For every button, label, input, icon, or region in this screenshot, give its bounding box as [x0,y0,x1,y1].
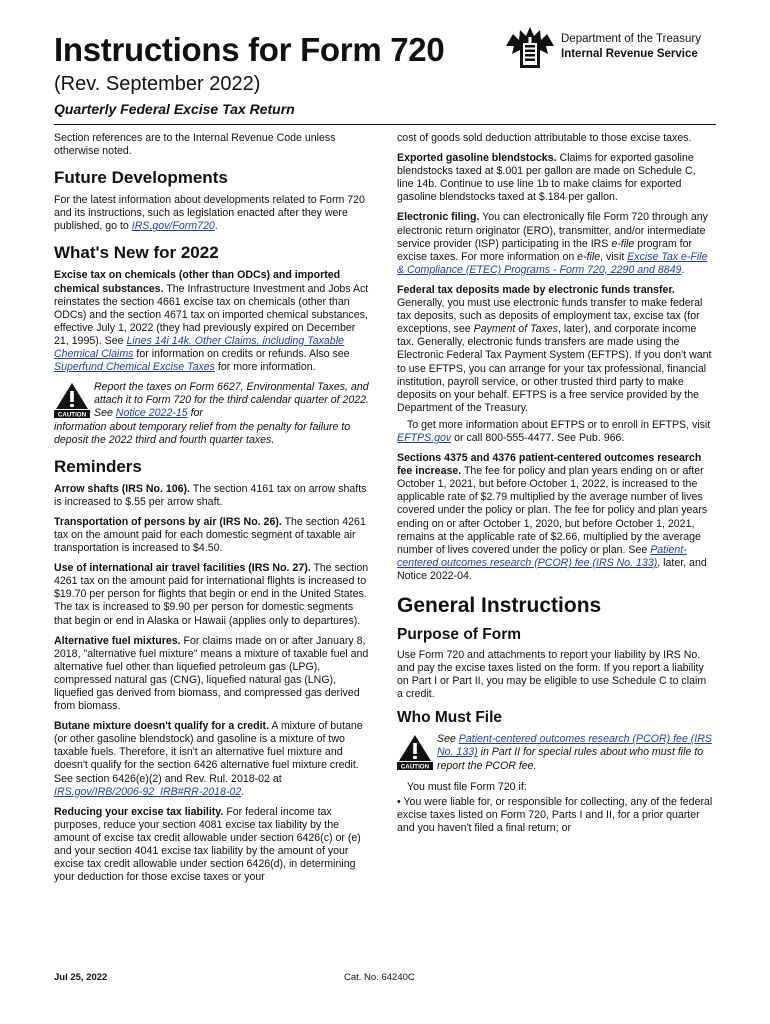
right-column [397,132,714,842]
catalog-number: Cat. No. 64240C [344,972,415,983]
left-column [54,132,371,891]
caution-icon [397,734,433,770]
reminders-heading: Reminders [54,456,142,476]
arrow-text: The section 4161 tax on arrow shafts is increased to $.55 per arrow shaft. [54,482,367,508]
butane-runin: Butane mixture doesn't qualify for a credit. [54,720,270,733]
reducing-text: For federal income tax purposes, reduce your section 4081 excise tax liability by the amount of excise tax credit allowable under section 6426(c) or (e) and your section 4041 excise tax liability by the amount of your excise tax credit allowable under section 6426(d), in determining your deduction for those excise taxes or your [54,805,361,884]
efile-italic2: e-file [577,250,601,263]
pcor-text: The fee for policy and plan years ending on or after October 1, 2021, but before October 1, 2022, is increased to the applicable rate of $2.79 multiplied by the average number of lives covered under the policy or plan. The fee for policy and plan years ending on or after October 1, 2020, but before October 1, 2021, remains at the applicable rate of $2.66, multiplied by the average number of lives covered under the policy or plan. See [397,465,708,556]
taxable-chemical-claims-link[interactable]: Lines 14i 14k. Other Claims, including Taxable Chemical Claims [54,334,344,361]
pcor-text2: , later, and Notice 2022-04. [397,556,707,582]
caution2-text2: in Part II for special rules about who must file to report the PCOR fee. [437,746,704,772]
caution-note [54,381,371,420]
whats-new-heading: What's New for 2022 [54,243,219,263]
reducing-runin: Reducing your excise tax liability. [54,805,224,818]
efile-text2: program for excise taxes. For more information on [397,237,692,263]
pcor-runin: Sections 4375 and 4376 patient-centered outcomes research fee increase. [397,452,702,478]
must-file-bullet-1 [397,796,714,835]
efile-text: You can electronically file Form 720 through any electronic return originator (ERO), transmitter, and/or intermediate service provider (ISP) participating in the IRS [397,211,708,250]
caution-text2: for [187,407,203,420]
altfuel-runin: Alternative fuel mixtures. [54,634,181,647]
efile-end: . [681,263,685,276]
chemicals-text: The Infrastructure Investment and Jobs Act reinstates the section 4661 excise tax on chemicals (other than ODCs) and the section 4671 tax on imported chemical substances, effective July 1, 2022 (they had previously expired on December 21, 1995). See [54,282,369,347]
future-developments-heading: Future Developments [54,168,228,188]
alternative-fuel-paragraph [54,635,371,714]
caution-note-pcor [397,733,714,772]
eftps-paragraph [397,419,714,445]
eftps-text2: or call 800-555-4477. See Pub. 966. [451,431,625,444]
arrow-shafts-paragraph [54,483,371,509]
agency-service: Internal Revenue Service [561,48,698,60]
caution-continuation: information about temporary relief from the penalty for failure to deposit the 2022 third and fourth quarter taxes. [54,420,351,446]
efile-italic: e-file [611,237,635,250]
agency-name [561,32,701,62]
butane-text: A mixture of butane (or other gasoline blendstock) and gasoline is a mixture of two taxable fuels. Therefore, it isn't an alternative fuel mixture and doesn't qualify for the section 6426 alternative fuel mixture credit. See section 6426(e)(2) and Rev. Rul. 2018-02 at [54,720,363,785]
intl-text: The section 4261 tax on the amount paid for international flights is increased to $19.70 per person for flights that begin or end in the United States. The tax is increased to $9.90 per person for domestic segments that begin or end in Alaska or Hawaii (applies only to departures). [54,562,369,627]
page-title: Instructions for Form 720 [54,31,445,68]
revision-date: (Rev. September 2022) [54,73,261,95]
arrow-runin: Arrow shafts (IRS No. 106). [54,482,190,495]
reducing-liability-paragraph [54,806,371,885]
payment-of-taxes-ref: Payment of Taxes [473,323,558,336]
notice-2022-15-link[interactable]: Notice 2022-15 [115,407,188,420]
international-travel-paragraph [54,562,371,627]
chemicals-paragraph [54,269,371,374]
bullet-icon: • [397,795,404,808]
general-instructions-heading: General Instructions [397,594,602,617]
purpose-paragraph: Use Form 720 and attachments to report your liability by IRS No. and pay the excise taxes listed on the form. If you report a liability on Part I or Part II, you may be eligible to use Schedule C to claim a credit. [397,649,707,701]
future-text: For the latest information about developments related to Form 720 and its instructions, such as legislation enacted after they were published, go to [54,194,365,233]
chemicals-runin: Excise tax on chemicals (other than ODCs) and imported chemical substances. [54,269,341,295]
caution-icon [54,382,90,418]
transport-runin: Transportation of persons by air (IRS No. 26). [54,515,282,528]
eftps-text: To get more information about EFTPS or to enroll in EFTPS, visit [407,418,711,431]
blend-runin: Exported gasoline blendstocks. [397,152,557,165]
caution-text: Report the taxes on Form 6627, Environmental Taxes, and attach it to Form 720 for the third calendar quarter of 2022. See [94,381,370,420]
eftps-link[interactable]: EFTPS.gov [397,431,452,444]
purpose-of-form-heading: Purpose of Form [397,626,522,643]
must-file-intro: You must file Form 720 if: [407,780,527,793]
header-rule [54,124,716,125]
future-developments-paragraph [54,194,371,233]
caution2-text: See [437,733,459,746]
blendstocks-paragraph [397,152,714,204]
transport-text: The section 4261 tax on the amount paid for each domestic segment of taxable air transportation is increased to $4.50. [54,515,366,555]
electronic-filing-paragraph [397,211,714,276]
eft-paragraph [397,284,714,415]
chemicals-text2: for information on credits or refunds. Also see [133,348,350,361]
transportation-paragraph [54,516,371,555]
who-must-file-heading: Who Must File [397,709,503,727]
intro-paragraph: Section references are to the Internal Revenue Code unless otherwise noted. [54,132,336,158]
form-subtitle: Quarterly Federal Excise Tax Return [54,101,295,117]
eft-text2: , later), and corporate income tax. Generally, electronic funds transfers are made using the Electronic Federal Tax Payment System (EFTPS). If you don't want to use EFTPS, you can arrange for your tax professional, financial institution, payroll service, or other trusted third party to make deposits on your behalf. EFTPS is a free service provided by the Department of the Treasury. [397,323,712,414]
butane-paragraph [54,720,371,799]
eft-runin: Federal tax deposits made by electronic funds transfer. [397,283,675,296]
future-end: . [214,220,218,233]
pcor-fee-link[interactable]: Patient-centered outcomes research (PCOR) fee (IRS No. 133) [437,733,712,759]
cogs-paragraph: cost of goods sold deduction attributable to those excise taxes. [397,132,692,144]
pcor-paragraph [397,452,714,583]
agency-department: Department of the Treasury [561,33,701,45]
pcor-link[interactable]: Patient-centered outcomes research (PCOR) fee (IRS No. 133) [397,543,687,569]
eft-text: Generally, you must use electronic funds transfer to make federal tax deposits, such as deposits of employment tax, excise tax (for exceptions, see [397,297,703,336]
caution-label: CAUTION [400,763,430,771]
efile-text3: , visit [600,250,628,263]
caution-label: CAUTION [57,411,87,419]
etec-link[interactable]: Excise Tax e-File & Compliance (ETEC) Programs - Form 720, 2290 and 8849 [397,250,708,276]
altfuel-text: For claims made on or after January 8, 2018, "alternative fuel mixture" means a mixture of taxable fuel and alternative fuel other than liquefied petroleum gas (LPG), compressed natural gas (CNG), liquefied natural gas (LNG), liquefied gas derived from biomass, and compressed gas derived from biomass. [54,634,369,713]
blend-text: Claims for exported gasoline blendstocks taxed at $.001 per gallon are made on Schedule C, line 14b. Continue to use line 1b to make claims for exported gasoline blendstocks taxed at $.184 per gallon. [397,152,696,204]
bullet-1-text: You were liable for, or responsible for collecting, any of the federal excise taxes listed on Form 720, Parts I and II, for a prior quarter and you haven't filed a final return; or [397,795,713,834]
irb-link[interactable]: IRS.gov/IRB/2006-92_IRB#RR-2018-02 [54,785,242,798]
efile-runin: Electronic filing. [397,211,480,224]
footer-date: Jul 25, 2022 [54,972,108,983]
chemicals-text3: for more information. [214,361,316,374]
irs-eagle-seal-icon [504,24,556,74]
intl-runin: Use of international air travel facilities (IRS No. 27). [54,562,311,575]
butane-end: . [241,785,245,798]
form720-link[interactable]: IRS.gov/Form720 [131,220,215,233]
superfund-link[interactable]: Superfund Chemical Excise Taxes [54,361,215,374]
